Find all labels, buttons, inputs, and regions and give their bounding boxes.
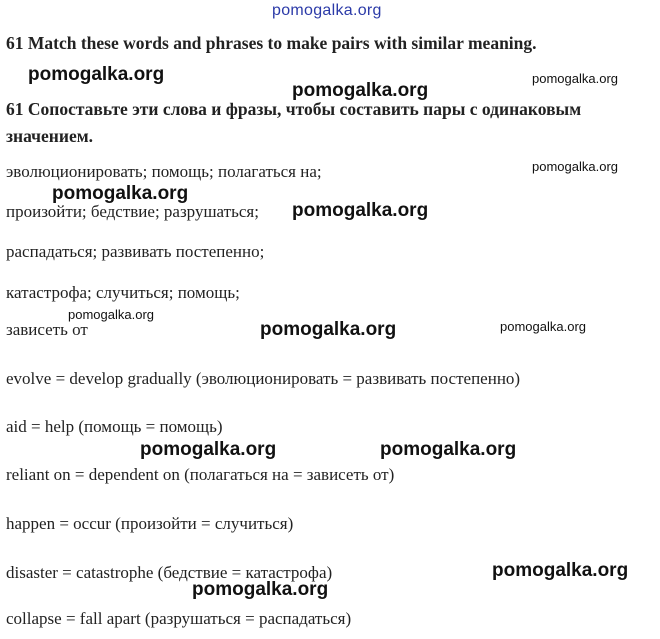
word-line: зависеть от: [6, 320, 88, 339]
answer-line: aid = help (помощь = помощь): [6, 417, 223, 436]
watermark: pomogalka.org: [380, 439, 517, 460]
watermark: pomogalka.org: [532, 71, 618, 86]
watermark: pomogalka.org: [52, 183, 189, 204]
watermark: pomogalka.org: [28, 64, 165, 85]
watermark: pomogalka.org: [500, 319, 586, 334]
task-title-en: 61 Match these words and phrases to make pairs with similar meaning.: [6, 33, 537, 53]
watermark: pomogalka.org: [140, 439, 277, 460]
word-line: катастрофа; случиться; помощь;: [6, 283, 240, 302]
word-line: эволюционировать; помощь; полагаться на;: [6, 162, 322, 181]
answer-line: disaster = catastrophe (бедствие = катастрофа): [6, 563, 333, 582]
watermark: pomogalka.org: [68, 307, 154, 322]
watermark: pomogalka.org: [260, 319, 397, 340]
task-title-ru: 61 Сопоставьте эти слова и фразы, чтобы составить пары с одинаковым значением.: [6, 99, 582, 146]
word-line: произойти; бедствие; разрушаться;: [6, 202, 259, 221]
answer-line: evolve = develop gradually (эволюционировать = развивать постепенно): [6, 369, 521, 388]
watermark: pomogalka.org: [532, 159, 618, 174]
answer-line: reliant on = dependent on (полагаться на = зависеть от): [6, 465, 395, 484]
watermark-top: pomogalka.org: [272, 2, 382, 19]
watermark: pomogalka.org: [292, 200, 429, 221]
answer-line: collapse = fall apart (разрушаться = распадаться): [6, 609, 352, 628]
watermark: pomogalka.org: [292, 80, 429, 101]
answer-line: happen = occur (произойти = случиться): [6, 514, 294, 533]
watermark: pomogalka.org: [492, 560, 629, 581]
word-line: распадаться; развивать постепенно;: [6, 242, 265, 261]
watermark: pomogalka.org: [192, 579, 329, 600]
